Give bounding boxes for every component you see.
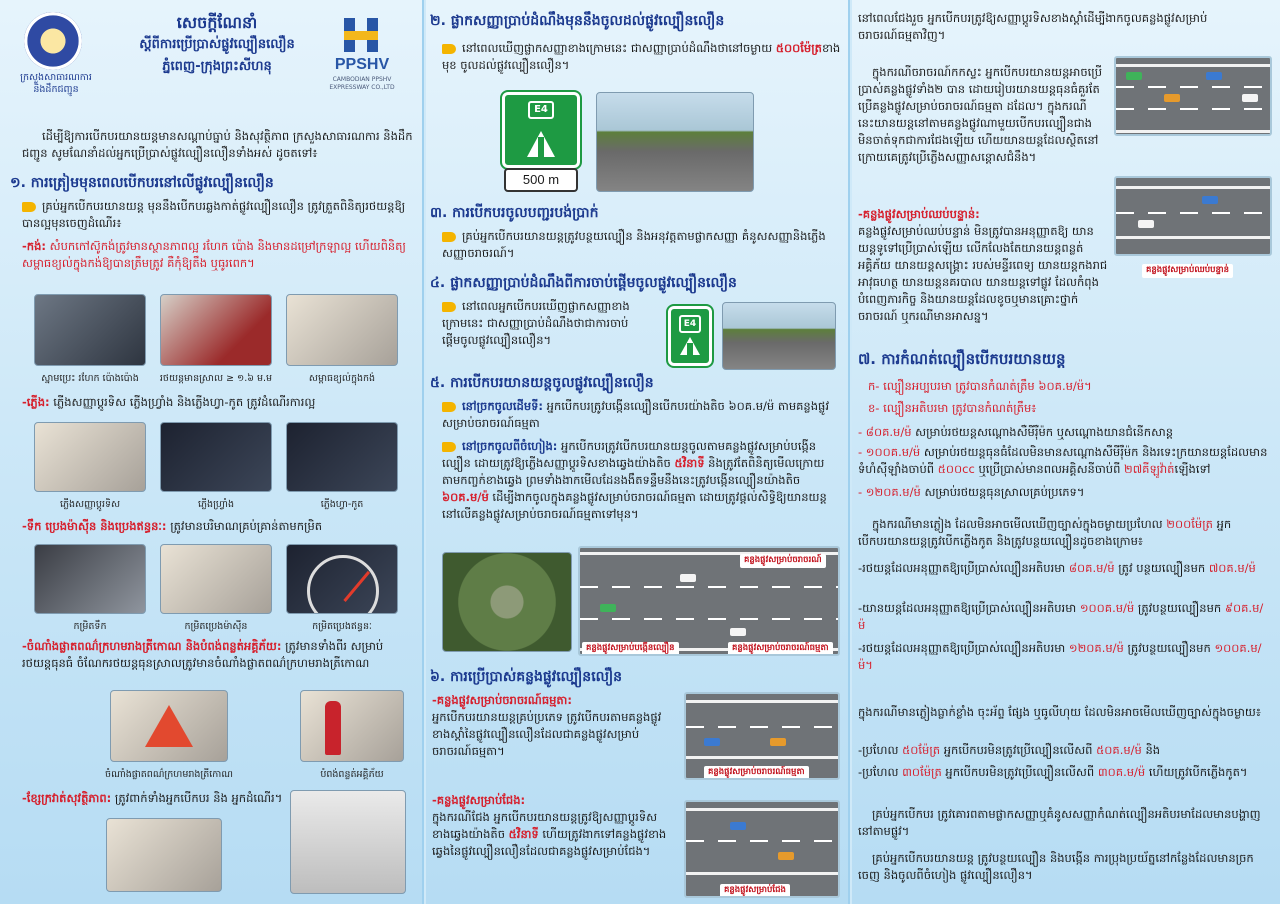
seatbelt-label: -ខ្សែក្រវាត់សុវត្ថិភាព:: [22, 791, 112, 805]
emergency-lane-diagram-top: [1114, 176, 1272, 256]
fog-100-max: ១០០គ.ម/ម៉: [1079, 601, 1135, 615]
emergency-road-label: គន្លងផ្លូវសម្រាប់ឈប់បន្ទាន់: [1142, 264, 1233, 278]
light-caption-1: ភ្លើងសញ្ញាប្តូរទិស: [59, 499, 121, 510]
section-5-title: ៥. ការបើកបរយានយន្តចូលផ្លូវល្បឿនលឿន: [430, 375, 654, 391]
heavy-50-b: អ្នកបើកបរមិនត្រូវប្រើល្បឿនលើសពី: [940, 743, 1097, 757]
max-80-line: [858, 424, 1270, 441]
max-100-text-b: ឬប្រើប្រាស់មានពលអគ្គិសនីចាប់ពី: [974, 462, 1125, 476]
section-2-text: [442, 40, 842, 74]
car-white-merge: [730, 628, 746, 636]
section-2-distance: ៥០០ម៉ែត្រ: [775, 41, 822, 55]
max-speed-line: ខ- ល្បឿនអតិបរមា ត្រូវបានកំណត់ត្រឹម៖: [868, 401, 1037, 415]
pointing-hand-icon: [442, 302, 456, 312]
section-5-para-2: [442, 438, 842, 523]
section-5-para-1: [442, 398, 842, 432]
max-100-cc: ៥០០cc: [937, 462, 975, 476]
fog-text-a: ក្នុងករណីមានភ្លៀង ដែលមិនអាចមើលឃើញច្បាស់ក្នុងចម្ងាយប្រហែល: [872, 517, 1167, 531]
fog-100-reduced: ៩០គ.ម/ម៉: [858, 601, 1264, 632]
tire-crack-photo: [34, 294, 146, 366]
fire-extinguisher-photo: [300, 690, 404, 762]
light-label: -ភ្លើង:: [22, 395, 50, 409]
intro-paragraph: ដើម្បីឱ្យការបើកបរយានយន្តមានសណ្តាប់ធ្នាប់ និងសុវត្ថិភាព ក្រសួងសាធារណការ និងដឹកជញ្ជូន សូមណែនាំដល់អ្នកប្រើប្រាស់ផ្លូវល្បឿនលឿនទាំងអស់ ដូចតទៅ៖: [22, 129, 413, 160]
heavy-30-distance: ៣០ម៉ែត្រ: [902, 765, 942, 779]
pointing-hand-icon: [442, 402, 456, 412]
fog-paragraph: [858, 516, 1270, 550]
max-120-value: - ១២០គ.ម/ម៉: [858, 485, 921, 499]
pointing-hand-icon: [442, 44, 456, 54]
fog-80-max: ៨០គ.ម/ម៉: [1068, 561, 1115, 575]
traffic-jam-diagram: [1114, 56, 1272, 136]
fog-120-line: [858, 640, 1270, 674]
column-2: [426, 0, 850, 904]
fog-text-b: អ្នកបើកបរយានយន្តត្រូវបើកភ្លើងកូត និងត្រូវបន្ថយល្បឿនដូចខាងក្រោម៖: [858, 517, 1232, 548]
overtake-lane-label: -គន្លងផ្លូវសម្រាប់ជែង:: [432, 793, 526, 807]
emergency-lane-text: គន្លងផ្លូវសម្រាប់ឈប់បន្ទាន់ មិនត្រូវបានអនុញ្ញាតឱ្យ យានយន្តទូទៅប្រើប្រាស់ឡើយ លើកលែងតែយានយន្តពន្លត់អគ្គិភ័យ យានយន្តសង្គ្រោះ របស់មន្ទីរពេទ្យ យានយន្តកងរាជអាវុធហត្ថ យានយន្តនគរបាល យានយន្តទៅផ្លូវ ដែលកំពុងបំពេញភារកិច្ច និងយានយន្តដែលខូចឬមានគ្រោះថ្នាក់ចរាចរណ៍ ឬករណីមានអាសន្ន។: [858, 224, 1108, 323]
fog-distance: ២០០ម៉ែត្រ: [1166, 517, 1213, 531]
company-name: PPSHV: [334, 56, 390, 73]
heavy-30-a: -ប្រហែល: [858, 765, 903, 779]
distance-plate: 500 m: [504, 168, 578, 192]
tire-pressure-photo: [286, 294, 398, 366]
ppshv-logo: [344, 18, 378, 52]
light-paragraph: [22, 394, 414, 411]
emergency-lane-label: -គន្លងផ្លូវសម្រាប់ឈប់បន្ទាន់:: [858, 207, 980, 221]
tire-label: -កង់:: [22, 239, 46, 253]
light-text: ភ្លើងសញ្ញាប្តូរទិស ភ្លើងហ្វ្រាំង និងភ្លើងហ្វា-កូត ត្រូវដំណើរការល្អ: [49, 395, 316, 409]
max-100-text-c: ឡើងទៅ: [1174, 462, 1211, 476]
merge-diagram-label-3: គន្លងផ្លូវសម្រាប់ចរាចរណ៍ធម្មតា: [728, 642, 833, 656]
extinguisher-caption: បំពង់ពន្លត់អគ្គិភ័យ: [320, 769, 384, 780]
section-5-p2-text-a: អ្នកបើកបរត្រូវបើកបរយានយន្តចូលតាមគន្លងផ្លូវសម្រាប់បង្កើនល្បឿន ដោយត្រូវឱ្យភ្លើងសញ្ញាប្តូរទិសខាងឆ្វេងយ៉ាងតិច: [442, 439, 817, 470]
fog-100-a: -យានយន្តដែលអនុញ្ញាតឱ្យប្រើប្រាស់ល្បឿនអតិបរមា: [858, 601, 1080, 615]
max-100-value: - ១០០គ.ម/ម៉: [858, 445, 921, 459]
sign-code: E4: [528, 101, 554, 119]
merge-diagram-label-1: គន្លងផ្លូវសម្រាប់ចរាចរណ៍: [740, 554, 826, 568]
heavy-50-line: [858, 742, 1270, 759]
section-7-title: ៧. ការកំណត់ល្បឿនបើកបរយានយន្ត: [858, 350, 1066, 368]
expressway-start-sign: [668, 306, 712, 366]
pointing-hand-icon: [442, 442, 456, 452]
max-100-text-a: សម្រាប់រថយន្តធុនធំដែលមិនមានសណ្តោងសឺមីរ៉ឺម៉ក និងរទេះក្រយានយន្តដែលមានទំហំស៊ីឡាំងចាប់ពី: [858, 445, 1268, 476]
section-4-title: ៤. ផ្លាកសញ្ញាប្រាប់ដំណឹងពីការចាប់ផ្តើមចូលផ្លូវល្បឿនលឿន: [430, 275, 737, 291]
interchange-aerial-photo: [442, 552, 572, 652]
section-5-p2-text-c: ដើម្បីងាកចូលក្នុងគន្លងផ្លូវសម្រាប់ចរាចរណ៍ធម្មតា ដោយត្រូវផ្តល់សិទ្ធិឱ្យយានយន្តនៅលើគន្លងផ្លូវសម្រាប់ចរាចរណ៍ធម្មតាទៅមុន។: [442, 490, 827, 521]
triangle-text: ត្រូវមានទាំងពីរ សម្រាប់រថយន្តធុនធំ ចំណែករថយន្តធុនស្រាលត្រូវមានចំណាំងផ្លាតពណ៌ក្រហមរាងត្រីកោណ: [22, 639, 384, 670]
normal-lane-road-label: គន្លងផ្លូវសម្រាប់ចរាចរណ៍ធម្មតា: [704, 766, 809, 780]
normal-lane-paragraph: [432, 692, 674, 760]
overtake-lane-diagram: [684, 800, 840, 898]
ministry-name: ក្រសួងសាធារណការ និងដឹកជញ្ជូន: [20, 72, 92, 95]
max-80-value: - ៨០គ.ម/ម៉: [858, 425, 912, 439]
heavy-30-c: ហើយត្រូវបើកភ្លើងកូត។: [1145, 765, 1248, 779]
section-2-text-b: ខាងមុខ ចូលដល់ផ្លូវល្បឿនលឿន។: [442, 41, 841, 72]
fog-80-line: [858, 560, 1270, 577]
fog-120-max: ១២០គ.ម/ម៉: [1068, 641, 1124, 655]
seatbelt-cartoon: [290, 790, 406, 894]
seatbelt-text: ត្រូវពាក់ទាំងអ្នកបើកបរ និង អ្នកដំណើរ។: [111, 791, 283, 805]
seatbelt-photo: [106, 818, 222, 892]
section-5-p2-seconds: ៥វិនាទី: [674, 456, 705, 470]
oil-dipstick-photo: [160, 544, 272, 614]
column-1: [0, 0, 424, 904]
company-subtitle: CAMBODIAN PPSHV EXPRESSWAY CO.,LTD: [329, 76, 395, 91]
document-title: [112, 12, 322, 78]
heavy-50-speed: ៥០គ.ម/ម៉: [1096, 743, 1142, 757]
section-3-title: ៣. ការបើកបរចូលបញ្ជរបង់ប្រាក់: [430, 205, 599, 221]
section-5-p2-text-b: និងត្រូវតែពិនិត្យមើលក្រោយតាមកញ្ចក់ខាងឆ្វេង ព្រមទាំងងាកមើលដែនងងឹតទន្ទឹមនឹងនេះត្រូវបង្កើនល្បឿនយ៉ាងតិច: [442, 456, 825, 487]
heavy-30-b: អ្នកបើកបរមិនត្រូវប្រើល្បឿនលើសពី: [941, 765, 1098, 779]
light-caption-3: ភ្លើងហ្វា-កូត: [320, 499, 364, 510]
overtake-road-label: គន្លងផ្លូវសម្រាប់ជែង: [720, 884, 790, 898]
coolant-photo: [34, 544, 146, 614]
car-slow: [778, 852, 794, 860]
max-120-text: សម្រាប់រថយន្តធុនស្រាលគ្រប់ប្រភេទ។: [920, 485, 1085, 499]
section-5-p1-text: អ្នកបើកបរត្រូវបង្កើនល្បឿនបើកបរយ៉ាងតិច ៦០គ.ម/ម៉ តាមគន្លងផ្លូវសម្រាប់ចរាចរណ៍ធម្មតា: [442, 399, 829, 430]
heavy-30-line: [858, 764, 1270, 781]
fluid-caption-1: កម្រិតទឹក: [73, 621, 107, 632]
fog-120-b: ត្រូវបន្ថយល្បឿនមក: [1123, 641, 1215, 655]
normal-lane-text: អ្នកបើកបរយានយន្តគ្រប់ប្រភេទ ត្រូវបើកបរតាមគន្លងផ្លូវខាងស្តាំនៃផ្លូវល្បឿនលឿនដែលជាគន្លងផ្លូវសម្រាប់ចរាចរណ៍ធម្មតា។: [432, 710, 662, 758]
car-jam-1: [1126, 72, 1142, 80]
fog-120-reduced: ១០០គ.ម/ម៉។: [858, 641, 1262, 672]
turn-signal-photo: [34, 422, 146, 492]
tire-paragraph: [22, 238, 414, 272]
heavy-50-c: និង: [1141, 743, 1161, 757]
section-5-p2-label: នៅច្រកចូលពីចំហៀង:: [462, 439, 558, 453]
section-4-text-body: នៅពេលអ្នកបើកបរឃើញផ្លាកសញ្ញាខាងក្រោមនេះ ជាសញ្ញាប្រាប់ដំណឹងថាជាការចាប់ផ្តើមចូលផ្លូវល្បឿនលឿន។: [442, 299, 630, 347]
fog-80-b: ត្រូវ បន្ថយល្បឿនមក: [1114, 561, 1209, 575]
car-emergency-2: [1138, 220, 1154, 228]
max-100-kw: ២៧គីឡូវ៉ាត់: [1124, 462, 1175, 476]
section-4-text: [442, 298, 632, 349]
car-orange: [770, 738, 786, 746]
normal-lane-label: -គន្លងផ្លូវសម្រាប់ចរាចរណ៍ធម្មតា:: [432, 693, 572, 707]
tire-text: សំបកកៅស៊ូកង់ត្រូវមានស្ថានភាពល្អ រហែក ប៉ោង និងមានដម្រៅក្រឡាល្អ ហើយពិនិត្យសម្ពាធខ្យល់ក្នុងកង់ឱ្យបានត្រឹមត្រូវ គឺកុំឱ្យតឹង ឬធូរពេក។: [22, 239, 406, 270]
fog-120-a: -រថយន្តដែលអនុញ្ញាតឱ្យប្រើប្រាស់ល្បឿនអតិបរមា: [858, 641, 1069, 655]
fog-80-reduced: ៧០គ.ម/ម៉: [1208, 561, 1256, 575]
heavy-rain-paragraph: ក្នុងករណីមានភ្លៀងធ្លាក់ខ្លាំង ចុះអ័ព្ទ ផ្សែង ឬធូលីហុយ ដែលមិនអាចមើលឃើញច្បាស់ក្នុងចម្ងាយ៖: [858, 705, 1261, 719]
approach-road-photo: [596, 92, 754, 192]
car-jam-4: [1242, 94, 1258, 102]
fog-100-b: ត្រូវបន្ថយល្បឿនមក: [1134, 601, 1225, 615]
car-blue: [704, 738, 720, 746]
seatbelt-paragraph: [22, 790, 292, 807]
tire-tread-photo: [160, 294, 272, 366]
title-line-1: សេចក្តីណែនាំ: [176, 13, 258, 32]
column-3: [852, 0, 1280, 904]
section-3-text-body: គ្រប់អ្នកបើកបរយានយន្តត្រូវបន្ថយល្បឿន និងអនុវត្តតាមផ្លាកសញ្ញា គំនូសសញ្ញានិងភ្លើងសញ្ញាចរាចរណ៍។: [442, 229, 826, 260]
tire-caption-3: សម្ពាធខ្យល់ក្នុងកង់: [308, 373, 376, 384]
highway-icon: [680, 337, 700, 355]
tire-caption-1: ស្នាមប្រេះ រហែក ប៉ោងប៉ោង: [41, 373, 139, 384]
fluid-caption-2: កម្រិតប្រេងម៉ាស៊ីន: [184, 621, 248, 632]
expressway-sign-500m: [502, 92, 580, 168]
section-2-title: ២. ផ្លាកសញ្ញាប្រាប់ដំណឹងមុននឹងចូលដល់ផ្លូវល្បឿនលឿន: [430, 13, 725, 29]
final-paragraph: គ្រប់អ្នកបើកបរយានយន្ត ត្រូវបន្ថយល្បឿន និងបង្កើន ការប្រុងប្រយ័ត្ននៅកន្លែងដែលមានច្រកចេញ និងចូលពីចំហៀង ផ្លូវល្បឿនលឿន។: [858, 851, 1254, 882]
fluid-label: -ទឹក ប្រេងម៉ាស៊ីន និងប្រេងឥន្ធនៈ:: [22, 519, 167, 533]
min-speed-line: ក- ល្បឿនអប្បបរមា ត្រូវបានកំណត់ត្រឹម ៦០គ.ម/ម៉។: [868, 379, 1092, 393]
heavy-50-a: -ប្រហែល: [858, 743, 903, 757]
max-80-text: សម្រាប់រថយន្តសណ្តោងសឺមីរ៉ឺម៉ក ឬសណ្តោងយានជំនើកសាន្ត: [911, 425, 1173, 439]
section-3-text: [442, 228, 842, 262]
fog-100-line: [858, 600, 1270, 634]
highway-icon: [527, 131, 555, 157]
fluid-caption-3: កម្រិតប្រេងឥន្ធនៈ: [312, 621, 372, 632]
overtake-text-a: ក្នុងករណីជែង អ្នកបើកបរយានយន្តត្រូវឱ្យសញ្ញាប្តូរទិសខាងឆ្វេងយ៉ាងតិច: [432, 810, 658, 841]
fog-80-a: -រថយន្តដែលអនុញ្ញាតឱ្យប្រើប្រាស់ល្បឿនអតិបរមា: [858, 561, 1069, 575]
heavy-50-distance: ៥០ម៉ែត្រ: [902, 743, 941, 757]
triangle-paragraph: [22, 638, 414, 672]
car-overtaking: [730, 822, 746, 830]
max-120-line: [858, 484, 1270, 501]
triangle-label: -ចំណាំងផ្លាតពណ៌ក្រហមរាងត្រីកោណ និងបំពង់ពន្លត់អគ្គិភ័យ:: [22, 639, 282, 653]
title-line-2: ស្តីពីការប្រើប្រាស់ផ្លូវល្បឿនលឿន: [139, 37, 295, 52]
heavy-30-speed: ៣០គ.ម/ម៉: [1097, 765, 1146, 779]
emergency-lane-paragraph: [858, 206, 1108, 325]
merge-lane-diagram: [578, 546, 840, 656]
normal-lane-diagram: [684, 692, 840, 780]
light-caption-2: ភ្លើងហ្វ្រាំង: [198, 499, 234, 510]
merge-diagram-label-2: គន្លងផ្លូវសម្រាប់បង្កើនល្បឿន: [582, 642, 679, 656]
pointing-hand-icon: [22, 202, 36, 212]
fluid-text: ត្រូវមានបរិមាណគ្រប់គ្រាន់តាមកម្រិត: [166, 519, 323, 533]
overtake-continued: នៅពេលជែងរួច អ្នកបើកបរត្រូវឱ្យសញ្ញាប្តូរទិសខាងស្តាំដើម្បីងាកចូលគន្លងផ្លូវសម្រាប់ចរាចរណ៍ធម្មតាវិញ។: [858, 11, 1208, 42]
fuel-gauge-photo: [286, 544, 398, 614]
section-5-p1-label: នៅច្រកចូលដើមទី:: [462, 399, 544, 413]
section-1-lead-text: គ្រប់អ្នកបើកបរយានយន្ត មុននឹងបើកបរឆ្លងកាត់ផ្លូវល្បឿនលឿន ត្រូវត្រួតពិនិត្យរថយន្តឱ្យបានល្អមុនចេញដំណើរ៖: [22, 199, 406, 230]
fluid-paragraph: [22, 518, 414, 535]
overtake-seconds: ៥វិនាទី: [508, 827, 539, 841]
brake-light-photo: [160, 422, 272, 492]
car-jam-3: [1206, 72, 1222, 80]
car-jam-2: [1164, 94, 1180, 102]
car-white: [680, 574, 696, 582]
sign-code: E4: [679, 315, 701, 333]
speed-sign-paragraph: គ្រប់អ្នកបើកបរ ត្រូវគោរពតាមផ្លាកសញ្ញាឬគំនូសសញ្ញាកំណត់ល្បឿនអតិបរមាដែលមានបង្ហាញនៅតាមផ្លូវ។: [858, 807, 1261, 838]
section-5-p2-speed: ៦០គ.ម/ម៉: [442, 490, 489, 504]
car-green: [600, 604, 616, 612]
section-2-text-a: នៅពេលឃើញផ្លាកសញ្ញាខាងក្រោមនេះ ជាសញ្ញាប្រាប់ដំណឹងថានៅចម្ងាយ: [462, 41, 776, 55]
traffic-jam-paragraph: ក្នុងករណីចរាចរណ៍កកស្ទះ អ្នកបើកបរយានយន្តអាចប្រើប្រាស់គន្លងផ្លូវទាំង២ បាន ដោយរៀបរយានយន្តធុនធំគួរតែប្រើគន្លងផ្លូវសម្រាប់ចរាចរណ៍ធម្មតា ដដែល។ ក្នុងករណីនេះយានយន្តនៅតាមគន្លងផ្លូវណាមួយបើកបរល្បឿនជាងមិនចាត់ទុកជាការជែងឡើយ ហើយយានយន្តដែលស្ថិតនៅក្រោយគេត្រូវប្រើភ្លើងសញ្ញាសន្តោសជំនឹង។: [858, 65, 1103, 164]
warning-triangle-photo: [110, 690, 228, 762]
section-6-title: ៦. ការប្រើប្រាស់គន្លងផ្លូវល្បឿនលឿន: [430, 669, 623, 685]
expressway-start-photo: [722, 302, 836, 370]
car-emergency-1: [1202, 196, 1218, 204]
overtake-text-b: ហើយត្រូវងាកទៅគន្លងផ្លូវខាងឆ្វេងនៃផ្លូវល្បឿនលឿនដែលជាគន្លងផ្លូវសម្រាប់ជែង។: [432, 827, 667, 858]
triangle-caption: ចំណាំងផ្លាតពណ៌ក្រហមរាងត្រីកោណ: [105, 769, 233, 780]
section-1-title: ១. ការត្រៀមមុនពេលបើកបរនៅលើផ្លូវល្បឿនលឿន: [10, 175, 274, 191]
section-1-lead: [22, 198, 414, 232]
ministry-logo: [24, 12, 82, 70]
tire-caption-2: រថយន្តមានស្រាល ≥ ១.៦ ម.ម: [159, 373, 273, 384]
headlight-photo: [286, 422, 398, 492]
pointing-hand-icon: [442, 232, 456, 242]
title-line-3: ភ្នំពេញ-ក្រុងព្រះសីហនុ: [162, 59, 272, 74]
overtake-lane-paragraph: [432, 792, 674, 860]
max-100-line: [858, 444, 1270, 478]
